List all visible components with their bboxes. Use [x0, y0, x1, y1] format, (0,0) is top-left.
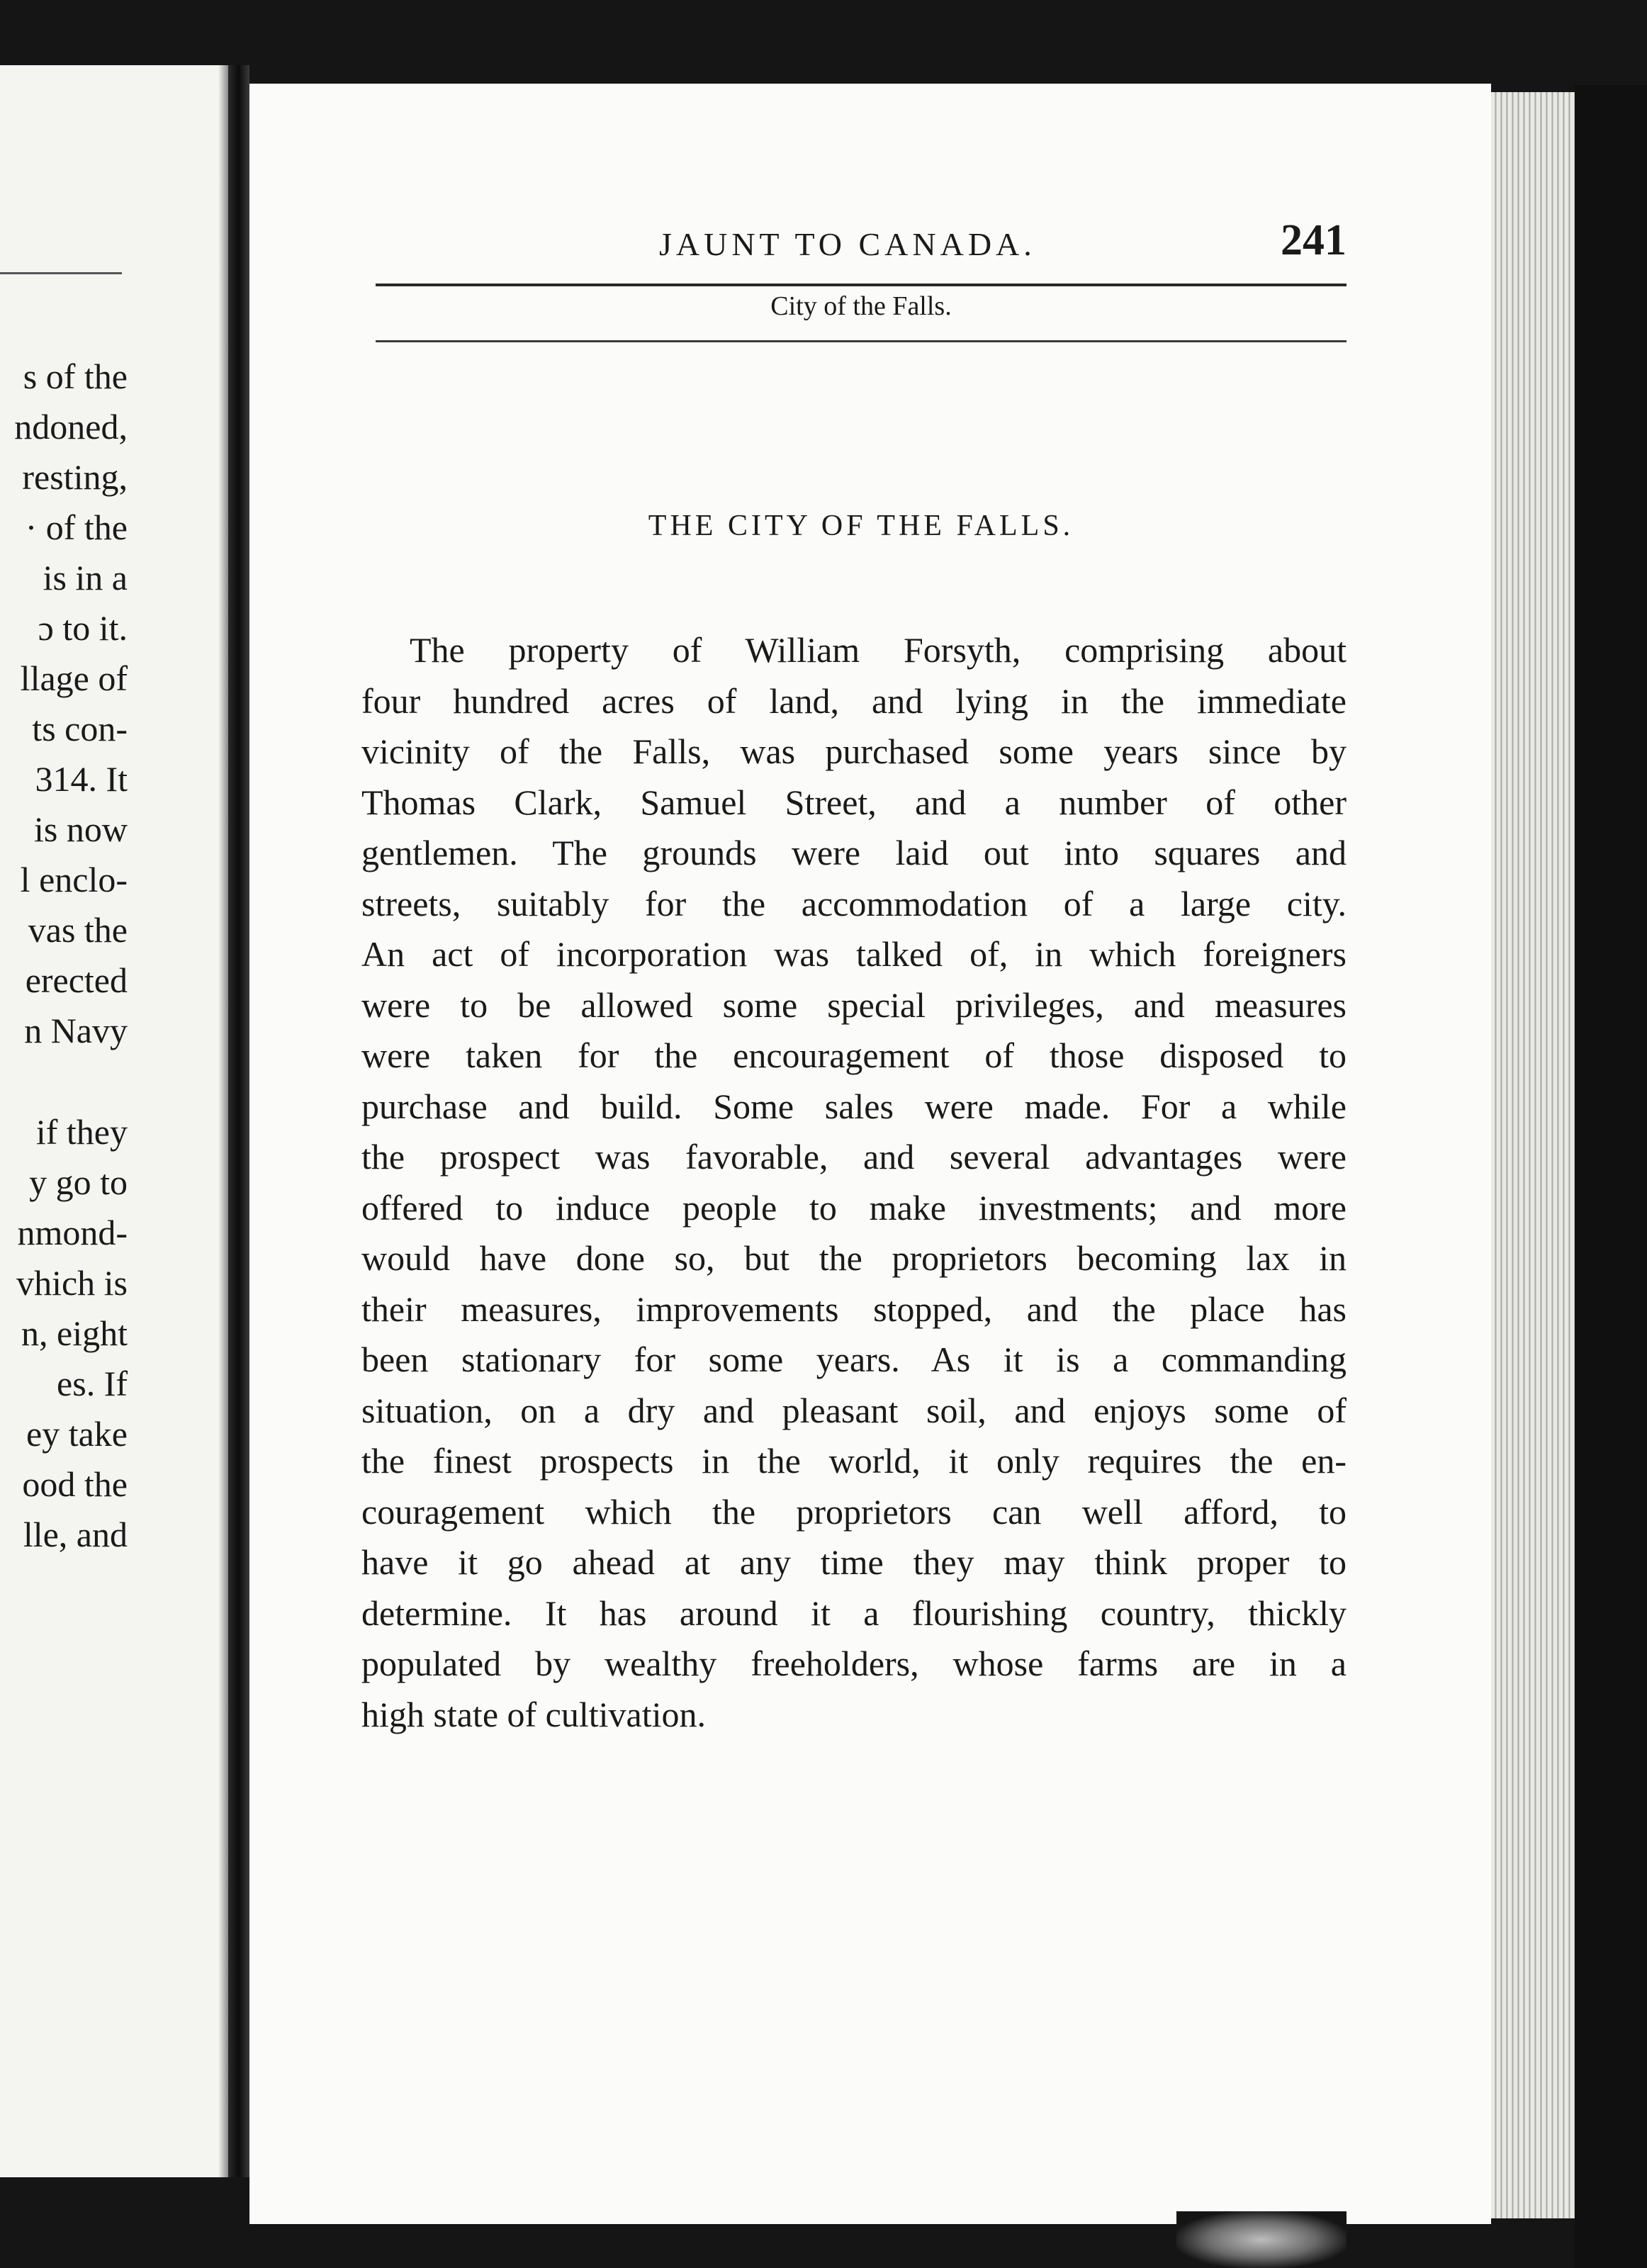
previous-page-line: is in a [43, 558, 128, 597]
article-line: determine. It has around it a flourishing country, thickly [361, 1593, 1347, 1633]
article-line: offered to induce people to make investments; and more [361, 1187, 1347, 1228]
article-line: would have done so, but the proprietors becoming lax in [361, 1238, 1347, 1278]
article-line: were taken for the encouragement of those disposed to [361, 1035, 1347, 1075]
article-line: Thomas Clark, Samuel Street, and a number of other [361, 782, 1347, 822]
previous-page-line: ood the [22, 1464, 128, 1504]
previous-page-line: if they [35, 1112, 128, 1152]
running-head [376, 216, 1347, 271]
article-line: the prospect was favorable, and several advantages were [361, 1137, 1347, 1177]
article-line: couragement which the proprietors can well afford, to [361, 1491, 1347, 1532]
article-line: have it go ahead at any time they may think proper to [361, 1542, 1347, 1582]
article-line: high state of cultivation. [361, 1694, 707, 1734]
previous-page-line: ndoned, [14, 407, 128, 447]
article-line: vicinity of the Falls, was purchased some years since by [361, 731, 1347, 771]
previous-page-fragment [0, 65, 228, 2177]
previous-page-line: vhich is [16, 1263, 128, 1303]
article-line: the finest prospects in the world, it only requires the en- [361, 1441, 1347, 1481]
previous-page-line: n, eight [21, 1313, 128, 1353]
article-line: four hundred acres of land, and lying in the immediate [361, 680, 1347, 721]
previous-page-rule [0, 272, 122, 274]
previous-page-line: ɔ to it. [38, 608, 128, 648]
previous-page-line: s of the [23, 357, 128, 396]
previous-page-text [0, 352, 128, 1560]
article-line: purchase and build. Some sales were made. For a while [361, 1086, 1347, 1126]
previous-page-line: es. If [57, 1364, 128, 1403]
page-edges [1491, 92, 1575, 2218]
article-line: were to be allowed some special privileges, and measures [361, 984, 1347, 1025]
article-line: gentlemen. The grounds were laid out into squares and [361, 833, 1347, 872]
previous-page-line: n Navy [24, 1011, 128, 1050]
section-subhead: City of the Falls. [770, 291, 952, 321]
previous-page-line: lle, and [23, 1515, 128, 1554]
article-title: THE CITY OF THE FALLS. [648, 510, 1074, 542]
article-line: situation, on a dry and pleasant soil, and enjoys some of [361, 1390, 1347, 1430]
previous-page-line: · of the [25, 507, 128, 547]
previous-page-line: erected [25, 960, 128, 1000]
previous-page-line: resting, [22, 457, 128, 497]
article-line: The property of William Forsyth, comprising about [410, 630, 1347, 670]
previous-page-line: ts con- [32, 709, 128, 748]
article-line: been stationary for some years. As it is a commanding [361, 1340, 1347, 1379]
previous-page-line: llage of [20, 658, 128, 698]
previous-page-line: l enclo- [20, 860, 128, 899]
article-line: An act of incorporation was talked of, in which foreigners [361, 934, 1347, 974]
previous-page-line: 314. It [35, 759, 128, 799]
previous-page-line: vas the [28, 910, 128, 950]
gutter-shadow [218, 65, 228, 2177]
article-line: their measures, improvements stopped, and the place has [361, 1289, 1347, 1329]
previous-page-line: y go to [29, 1162, 128, 1202]
previous-page-line: ey take [26, 1414, 128, 1454]
page-number: 241 [1281, 216, 1347, 264]
article-line: streets, suitably for the accommodation of a large city. [361, 883, 1347, 924]
subhead-rule [376, 340, 1347, 342]
header-rule [376, 284, 1347, 286]
scan-border [1575, 85, 1647, 2268]
article-body [361, 625, 1347, 1740]
scan-smudge [1176, 2211, 1347, 2268]
running-title: JAUNT TO CANADA. [659, 226, 1036, 262]
previous-page-line: nmond- [17, 1213, 128, 1252]
book-spine [228, 65, 249, 2177]
article-line: populated by wealthy freeholders, whose farms are in a [361, 1644, 1347, 1683]
previous-page-paragraph-gap [0, 1056, 128, 1107]
previous-page-line: is now [34, 809, 128, 849]
